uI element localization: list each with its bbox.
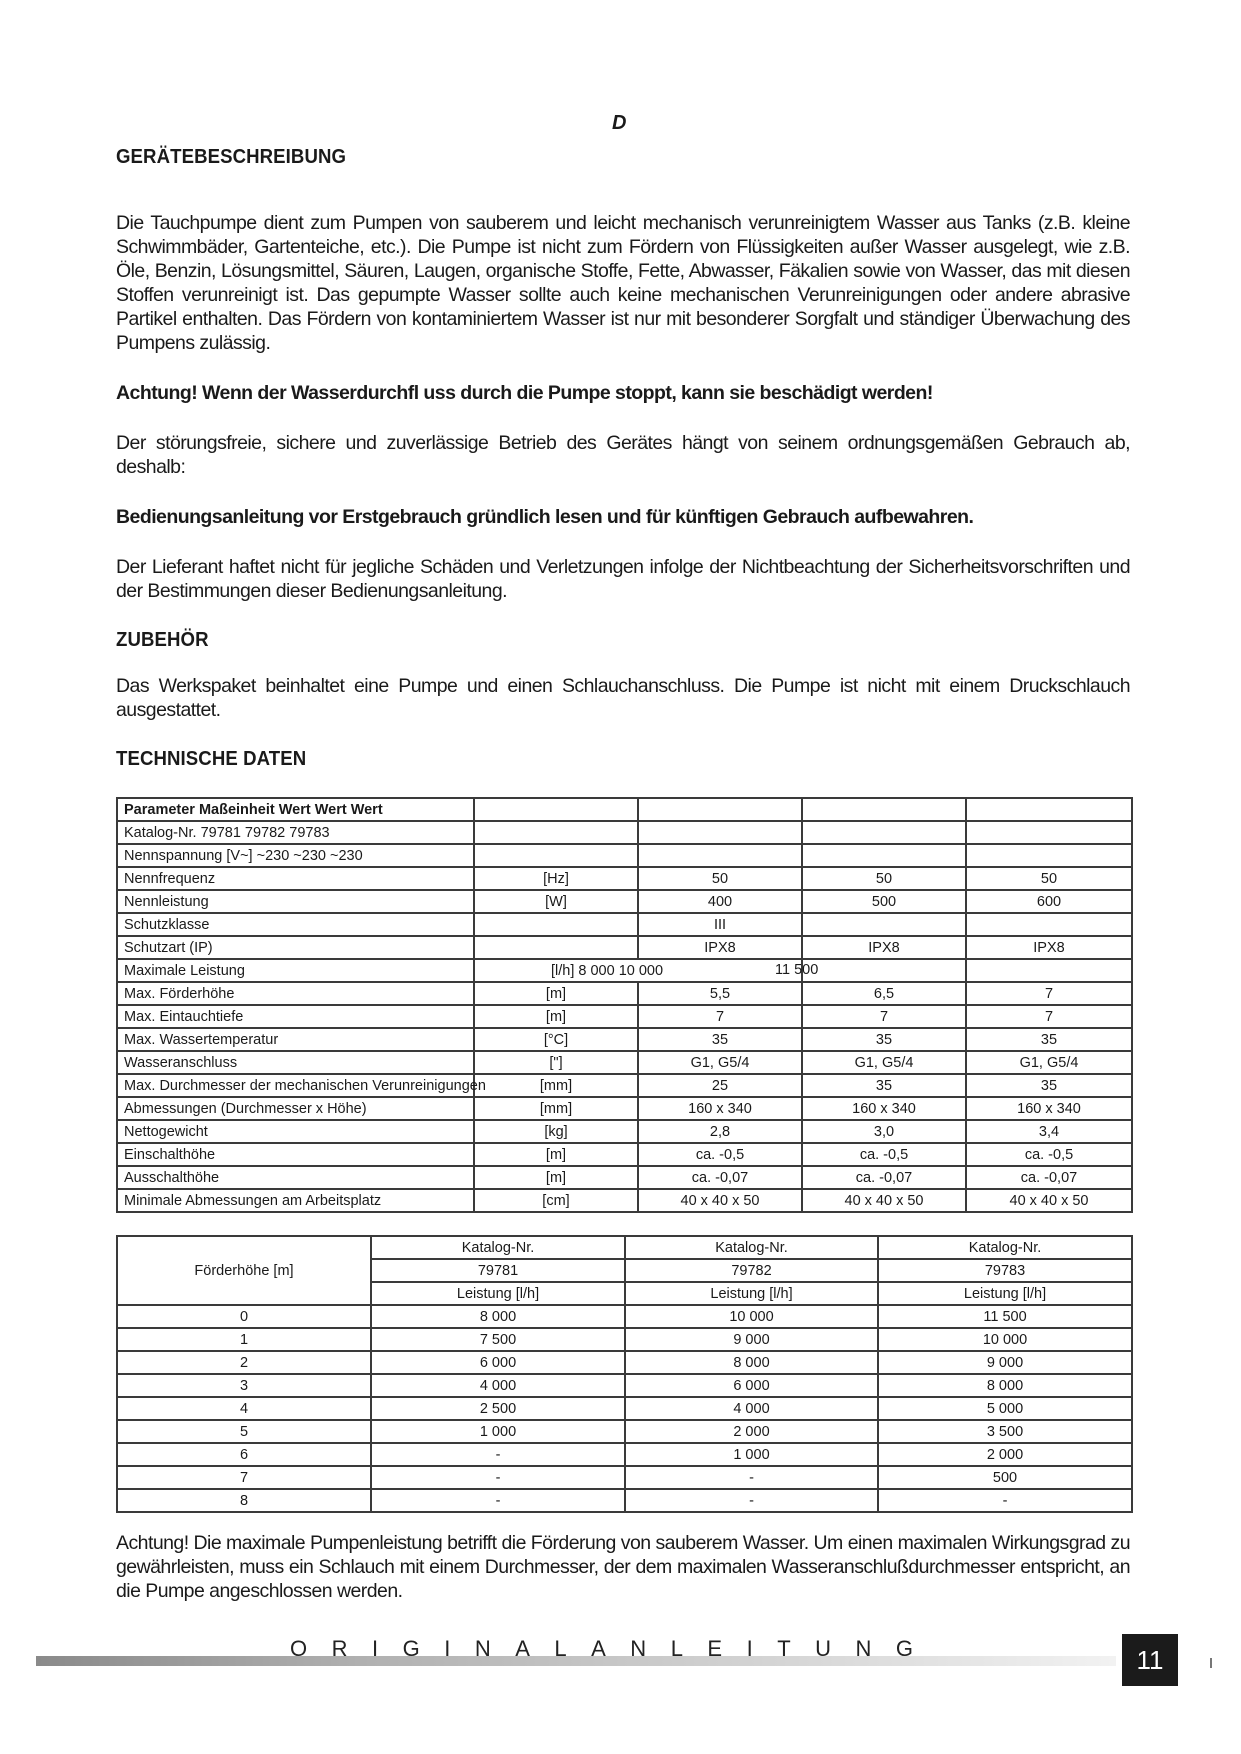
table-row [117, 1189, 1132, 1212]
value-79781: 400 [638, 890, 802, 913]
table-row [117, 936, 1132, 959]
catalog-label: Katalog-Nr. [878, 1236, 1132, 1259]
value-79781: 160 x 340 [638, 1097, 802, 1120]
catalog-label: Katalog-Nr. [371, 1236, 625, 1259]
value-79782: G1, G5/4 [802, 1051, 966, 1074]
param-unit [474, 913, 638, 936]
flow-79782: 1 000 [625, 1443, 878, 1466]
param-label: Abmessungen (Durchmesser x Höhe) [117, 1097, 474, 1120]
flow-79783: 2 000 [878, 1443, 1132, 1466]
accessories-heading: ZUBEHÖR [116, 629, 209, 651]
value-79781: 35 [638, 1028, 802, 1051]
value-79782: 160 x 340 [802, 1097, 966, 1120]
value-79783: 35 [966, 1028, 1132, 1051]
param-unit [474, 936, 638, 959]
table-cell: Katalog-Nr. 79781 79782 79783 [117, 821, 474, 844]
flow-79781: - [371, 1489, 625, 1512]
param-unit: [mm] [474, 1074, 638, 1097]
value-79782: 500 [802, 890, 966, 913]
param-unit: ["] [474, 1051, 638, 1074]
flow-row [117, 1305, 1132, 1328]
table-row [117, 1097, 1132, 1120]
param-label: Nennleistung [117, 890, 474, 913]
table-row [117, 982, 1132, 1005]
param-unit: [cm] [474, 1189, 638, 1212]
value-79782: 7 [802, 1005, 966, 1028]
head-value: 7 [117, 1466, 371, 1489]
flow-79783: 9 000 [878, 1351, 1132, 1374]
param-unit: [m] [474, 982, 638, 1005]
flow-79781: 4 000 [371, 1374, 625, 1397]
value-79781: 5,5 [638, 982, 802, 1005]
param-unit: [kg] [474, 1120, 638, 1143]
value-79781: 7 [638, 1005, 802, 1028]
value-79782: 3,0 [802, 1120, 966, 1143]
param-label: Wasseranschluss [117, 1051, 474, 1074]
flow-79782: - [625, 1466, 878, 1489]
flow-79782: 9 000 [625, 1328, 878, 1351]
flow-79781: 6 000 [371, 1351, 625, 1374]
value-79783: G1, G5/4 [966, 1051, 1132, 1074]
flow-header-row [117, 1236, 1132, 1259]
head-value: 4 [117, 1397, 371, 1420]
param-label: Max. Förderhöhe [117, 982, 474, 1005]
table-row [117, 1143, 1132, 1166]
value-79781: ca. -0,5 [638, 1143, 802, 1166]
param-label: Max. Wassertemperatur [117, 1028, 474, 1051]
catalog-row [117, 821, 1132, 844]
liability-paragraph: Der Lieferant haftet nicht für jegliche Schäden und Verletzungen infolge der Nichtbeachtung der Sicherheitsvorschriften und der Bestimmungen dieser Bedienungsanleitung. [116, 556, 1130, 602]
table-row [117, 1005, 1132, 1028]
table-row [117, 867, 1132, 890]
param-label: Max. Eintauchtiefe [117, 1005, 474, 1028]
value-79781: 50 [638, 867, 802, 890]
value-79782: 6,5 [802, 982, 966, 1005]
param-label: Ausschalthöhe [117, 1166, 474, 1189]
max-output-row [117, 959, 1132, 982]
flow-row [117, 1374, 1132, 1397]
footer-tick [1210, 1658, 1212, 1668]
value-79783: 600 [966, 890, 1132, 913]
value-79783: ca. -0,07 [966, 1166, 1132, 1189]
head-value: 5 [117, 1420, 371, 1443]
value-79783: 40 x 40 x 50 [966, 1189, 1132, 1212]
flow-79781: 7 500 [371, 1328, 625, 1351]
flow-79781: 2 500 [371, 1397, 625, 1420]
empty-cell [966, 844, 1132, 867]
value-79783: 7 [966, 1005, 1132, 1028]
empty-cell [474, 844, 638, 867]
param-unit: [m] [474, 1005, 638, 1028]
flow-row [117, 1351, 1132, 1374]
param-label: Einschalthöhe [117, 1143, 474, 1166]
value-79782: 40 x 40 x 50 [802, 1189, 966, 1212]
param-label: Maximale Leistung [117, 959, 474, 982]
final-note: Achtung! Die maximale Pumpenleistung betrifft die Förderung von sauberem Wasser. Um einen maximalen Wirkungsgrad zu gewährleisten, muss ein Schlauch mit einem Durchmesser, der dem maximalen Wasseranschlußdurchmesser entspricht, an die Pumpe angeschlossen werden. [116, 1532, 1130, 1602]
flow-79783: 3 500 [878, 1420, 1132, 1443]
value-79783: ca. -0,5 [966, 1143, 1132, 1166]
page-content [116, 146, 1130, 1603]
table-row [117, 1120, 1132, 1143]
flow-row [117, 1328, 1132, 1351]
description-heading: GERÄTEBESCHREIBUNG [116, 146, 347, 168]
description-paragraph: Die Tauchpumpe dient zum Pumpen von sauberem und leicht mechanisch verunreinigtem Wasser aus Tanks (z.B. kleine Schwimmbäder, Gartenteiche, etc.). Die Pumpe ist nicht zum Fördern von Flüssigkeiten außer Wasser ausgelegt, wie z.B. Öle, Benzin, Lösungsmittel, Säuren, Laugen, organische Stoffe, Fette, Abwasser, Fäkalien sowie von Wasser, das mit diesen Stoffen verunreinigt ist. Das gepumpte Wasser sollte auch keine mechanischen Verunreinigungen oder andere abrasive Partikel enthalten. Das Fördern von kontaminiertem Wasser ist nur mit besonderer Sorgfalt und ständiger Überwachung des Pumpens zulässig. [116, 212, 1130, 354]
value-79783 [966, 913, 1132, 936]
read-manual-notice: Bedienungsanleitung vor Erstgebrauch gründlich lesen und für künftigen Gebrauch aufbewahren. [116, 506, 974, 528]
value-79781: 40 x 40 x 50 [638, 1189, 802, 1212]
voltage-row [117, 844, 1132, 867]
param-unit: [m] [474, 1166, 638, 1189]
flow-79781: - [371, 1443, 625, 1466]
max-output-value-3: 11 500 [775, 962, 819, 978]
table-row [117, 913, 1132, 936]
tech-data-heading: TECHNISCHE DATEN [116, 748, 307, 770]
value-79783: 35 [966, 1074, 1132, 1097]
table-row [117, 890, 1132, 913]
flow-79782: 10 000 [625, 1305, 878, 1328]
flow-79783: 11 500 [878, 1305, 1132, 1328]
flow-79782: 8 000 [625, 1351, 878, 1374]
value-79783: IPX8 [966, 936, 1132, 959]
accessories-paragraph: Das Werkspaket beinhaltet eine Pumpe und einen Schlauchanschluss. Die Pumpe ist nicht mit einem Druckschlauch ausgestattet. [116, 675, 1130, 721]
flow-row [117, 1420, 1132, 1443]
flow-79782: - [625, 1489, 878, 1512]
flow-79781: 1 000 [371, 1420, 625, 1443]
flow-79783: 5 000 [878, 1397, 1132, 1420]
empty-cell [966, 821, 1132, 844]
empty-cell [802, 821, 966, 844]
table-row [117, 1051, 1132, 1074]
value-79783: 3,4 [966, 1120, 1132, 1143]
value-79782: 35 [802, 1074, 966, 1097]
value-79783: 7 [966, 982, 1132, 1005]
flow-row [117, 1489, 1132, 1512]
head-value: 2 [117, 1351, 371, 1374]
output-label: Leistung [l/h] [371, 1282, 625, 1305]
catalog-label: Katalog-Nr. [625, 1236, 878, 1259]
flow-79782: 2 000 [625, 1420, 878, 1443]
language-marker: D [612, 112, 627, 134]
param-unit: [°C] [474, 1028, 638, 1051]
param-unit: [W] [474, 890, 638, 913]
flow-79781: - [371, 1466, 625, 1489]
param-unit: [mm] [474, 1097, 638, 1120]
head-value: 1 [117, 1328, 371, 1351]
tech-data-table [116, 797, 1133, 1213]
table-row [117, 1166, 1132, 1189]
param-label: Minimale Abmessungen am Arbeitsplatz [117, 1189, 474, 1212]
param-label: Nettogewicht [117, 1120, 474, 1143]
value-79782: IPX8 [802, 936, 966, 959]
max-output-values [474, 959, 819, 982]
flow-79781: 8 000 [371, 1305, 625, 1328]
value-79783: 160 x 340 [966, 1097, 1132, 1120]
table-row [117, 1074, 1132, 1097]
flow-79783: 8 000 [878, 1374, 1132, 1397]
model-number: 79781 [371, 1259, 625, 1282]
value-79782: 35 [802, 1028, 966, 1051]
flow-79783: - [878, 1489, 1132, 1512]
head-value: 3 [117, 1374, 371, 1397]
flow-row [117, 1443, 1132, 1466]
param-label: Schutzklasse [117, 913, 474, 936]
flow-79783: 10 000 [878, 1328, 1132, 1351]
param-label: Schutzart (IP) [117, 936, 474, 959]
value-79781: G1, G5/4 [638, 1051, 802, 1074]
flow-warning: Achtung! Wenn der Wasserdurchfl uss durch die Pumpe stoppt, kann sie beschädigt werden! [116, 382, 933, 404]
model-number: 79782 [625, 1259, 878, 1282]
empty-cell [638, 798, 802, 821]
output-label: Leistung [l/h] [878, 1282, 1132, 1305]
table-cell: Parameter Maßeinheit Wert Wert Wert [117, 798, 474, 821]
flow-79782: 4 000 [625, 1397, 878, 1420]
value-79781: IPX8 [638, 936, 802, 959]
footer-label: ORIGINALANLEITUNG [290, 1636, 938, 1661]
empty-cell [638, 821, 802, 844]
empty-cell [802, 798, 966, 821]
value-79782 [802, 913, 966, 936]
param-label: Max. Durchmesser der mechanischen Verunreinigungen [117, 1074, 474, 1097]
table-row [117, 1028, 1132, 1051]
head-value: 0 [117, 1305, 371, 1328]
value-79781: 2,8 [638, 1120, 802, 1143]
param-label: Nennfrequenz [117, 867, 474, 890]
value-79783: 50 [966, 867, 1132, 890]
param-unit: [Hz] [474, 867, 638, 890]
max-output-unit-values: [l/h] 8 000 10 000 [551, 962, 664, 979]
flow-row [117, 1397, 1132, 1420]
empty-cell [474, 821, 638, 844]
page-number: 11 [1122, 1634, 1178, 1686]
value-79782: ca. -0,07 [802, 1166, 966, 1189]
head-value: 8 [117, 1489, 371, 1512]
empty-cell [802, 844, 966, 867]
head-value: 6 [117, 1443, 371, 1466]
empty-cell [966, 798, 1132, 821]
empty-cell [474, 798, 638, 821]
value-79781: III [638, 913, 802, 936]
model-number: 79783 [878, 1259, 1132, 1282]
empty-cell [966, 959, 1132, 982]
output-label: Leistung [l/h] [625, 1282, 878, 1305]
param-unit: [m] [474, 1143, 638, 1166]
flow-79782: 6 000 [625, 1374, 878, 1397]
value-79781: ca. -0,07 [638, 1166, 802, 1189]
value-79781: 25 [638, 1074, 802, 1097]
flow-table [116, 1235, 1133, 1513]
empty-cell [802, 959, 966, 982]
flow-79783: 500 [878, 1466, 1132, 1489]
value-79782: 50 [802, 867, 966, 890]
flow-row [117, 1466, 1132, 1489]
empty-cell [638, 844, 802, 867]
operation-paragraph: Der störungsfreie, sichere und zuverlässige Betrieb des Gerätes hängt von seinem ordnungsgemäßen Gebrauch ab, deshalb: [116, 432, 1130, 478]
header-row [117, 798, 1132, 821]
head-label: Förderhöhe [m] [117, 1236, 371, 1305]
table-cell: Nennspannung [V~] ~230 ~230 ~230 [117, 844, 474, 867]
value-79782: ca. -0,5 [802, 1143, 966, 1166]
